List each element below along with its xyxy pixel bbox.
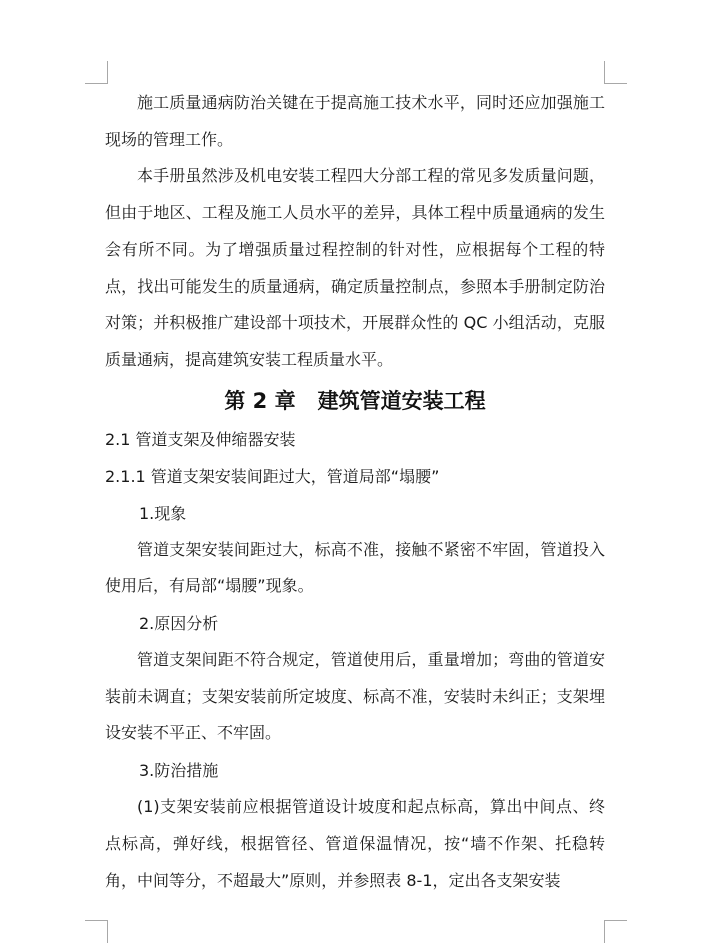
- chapter-title: 建筑管道安装工程: [317, 388, 486, 413]
- phenomenon-heading: 1.现象: [139, 503, 187, 523]
- measure-text: (1)支架安装前应根据管道设计坡度和起点标高，算出中间点、终点标高，弹好线，根据管径、管道保温情况，按“墙不作架、托稳转角，中间等分，不超最大”原则，并参照表 8-1，定出各支架安装: [105, 797, 605, 890]
- crop-mark-top-left: [85, 61, 108, 84]
- crop-mark-top-right: [604, 61, 627, 84]
- chapter-number: 第 2 章: [224, 388, 296, 413]
- cause-heading: 2.原因分析: [139, 614, 219, 634]
- document-body: [105, 85, 605, 899]
- crop-mark-bottom-left: [85, 920, 108, 943]
- intro-paragraph-2: 本手册虽然涉及机电安装工程四大分部工程的常见多发质量问题，但由于地区、工程及施工人员水平的差异，具体工程中质量通病的发生会有所不同。为了增强质量过程控制的针对性，应根据每个工程的特点，找出可能发生的质量通病，确定质量控制点，参照本手册制定防治对策；并积极推广建设部十项技术，开展群众性的 QC 小组活动，克服质量通病，提高建筑安装工程质量水平。: [105, 166, 605, 369]
- cause-text: 管道支架间距不符合规定，管道使用后，重量增加；弯曲的管道安装前未调直；支架安装前所定坡度、标高不准，安装时未纠正；支架埋设安装不平正、不牢固。: [105, 650, 605, 743]
- subsection-heading: 2.1.1 管道支架安装间距过大，管道局部“塌腰”: [105, 466, 440, 486]
- crop-mark-bottom-right: [604, 920, 627, 943]
- phenomenon-text: 管道支架安装间距过大，标高不准，接触不紧密不牢固，管道投入使用后，有局部“塌腰”现象。: [105, 539, 605, 596]
- measure-heading: 3.防治措施: [139, 761, 219, 781]
- section-heading: 2.1 管道支架及伸缩器安装: [105, 429, 296, 449]
- intro-paragraph-1: 施工质量通病防治关键在于提高施工技术水平，同时还应加强施工现场的管理工作。: [105, 93, 605, 149]
- chapter-heading: [105, 381, 605, 421]
